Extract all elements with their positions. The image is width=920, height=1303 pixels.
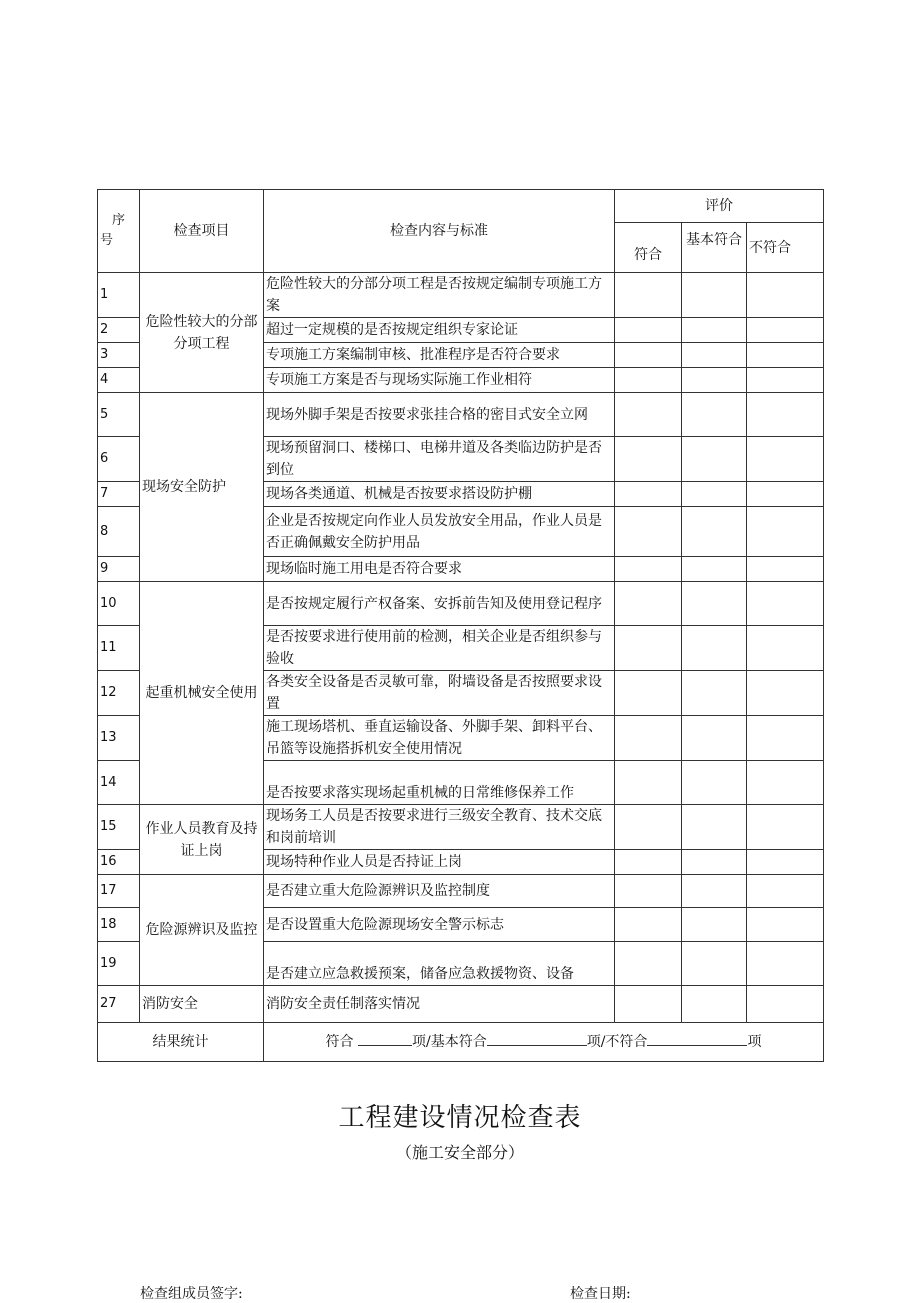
header-evaluation: 评价 <box>615 190 824 223</box>
check-content: 企业是否按规定向作业人员发放安全用品，作业人员是否正确佩戴安全防护用品 <box>264 507 615 557</box>
row-no: 14 <box>98 761 140 805</box>
mark-nonconform[interactable] <box>747 482 824 507</box>
row-no: 3 <box>98 343 140 368</box>
mark-nonconform[interactable] <box>747 908 824 942</box>
header-item: 检查项目 <box>140 190 264 273</box>
mark-basic[interactable] <box>682 318 747 343</box>
table-row <box>98 875 824 908</box>
mark-nonconform[interactable] <box>747 671 824 716</box>
row-no: 4 <box>98 368 140 393</box>
members-signature-label: 检查组成员签字: <box>140 1286 243 1302</box>
mark-conform[interactable] <box>615 805 682 850</box>
mark-basic[interactable] <box>682 671 747 716</box>
mark-conform[interactable] <box>615 716 682 761</box>
mark-basic[interactable] <box>682 626 747 671</box>
mark-nonconform[interactable] <box>747 368 824 393</box>
mark-conform[interactable] <box>615 273 682 318</box>
inspection-table <box>97 189 824 1062</box>
header-eval-conform: 符合 <box>615 223 682 273</box>
mark-nonconform[interactable] <box>747 582 824 626</box>
mark-nonconform[interactable] <box>747 626 824 671</box>
header-eval-basic: 基本符合 <box>682 223 747 273</box>
row-no: 10 <box>98 582 140 626</box>
check-item: 起重机械安全使用 <box>140 582 264 805</box>
check-content: 专项施工方案编制审核、批准程序是否符合要求 <box>264 343 615 368</box>
header-content: 检查内容与标准 <box>264 190 615 273</box>
mark-basic[interactable] <box>682 986 747 1023</box>
mark-basic[interactable] <box>682 942 747 986</box>
check-content: 现场预留洞口、楼梯口、电梯井道及各类临边防护是否到位 <box>264 437 615 482</box>
mark-nonconform[interactable] <box>747 761 824 805</box>
check-content: 现场外脚手架是否按要求张挂合格的密目式安全立网 <box>264 393 615 437</box>
mark-basic[interactable] <box>682 437 747 482</box>
mark-conform[interactable] <box>615 507 682 557</box>
header-no-line1: 序 <box>111 213 125 228</box>
mark-nonconform[interactable] <box>747 318 824 343</box>
row-no: 19 <box>98 942 140 986</box>
check-item: 现场安全防护 <box>140 393 264 582</box>
mark-nonconform[interactable] <box>747 805 824 850</box>
mark-basic[interactable] <box>682 908 747 942</box>
mark-nonconform[interactable] <box>747 850 824 875</box>
check-content: 消防安全责任制落实情况 <box>264 986 615 1023</box>
check-content: 超过一定规模的是否按规定组织专家论证 <box>264 318 615 343</box>
mark-basic[interactable] <box>682 875 747 908</box>
check-item: 危险性较大的分部分项工程 <box>140 273 264 393</box>
check-content: 是否按要求进行使用前的检测，相关企业是否组织参与验收 <box>264 626 615 671</box>
table-row <box>98 805 824 850</box>
mark-nonconform[interactable] <box>747 942 824 986</box>
mark-nonconform[interactable] <box>747 393 824 437</box>
check-content: 是否设置重大危险源现场安全警示标志 <box>264 908 615 942</box>
mark-conform[interactable] <box>615 557 682 582</box>
mark-conform[interactable] <box>615 368 682 393</box>
mark-basic[interactable] <box>682 716 747 761</box>
summary-basic-label: 项/基本符合 <box>412 1034 487 1050</box>
mark-basic[interactable] <box>682 761 747 805</box>
table-row <box>98 986 824 1023</box>
mark-basic[interactable] <box>682 582 747 626</box>
mark-nonconform[interactable] <box>747 273 824 318</box>
header-no-line2: 号 <box>100 233 114 248</box>
row-no: 17 <box>98 875 140 908</box>
check-content: 现场务工人员是否按要求进行三级安全教育、技术交底和岗前培训 <box>264 805 615 850</box>
mark-nonconform[interactable] <box>747 716 824 761</box>
check-content: 危险性较大的分部分项工程是否按规定编制专项施工方案 <box>264 273 615 318</box>
summary-conform-label: 符合 <box>325 1034 354 1050</box>
table-row <box>98 393 824 437</box>
mark-basic[interactable] <box>682 850 747 875</box>
summary-nonconform-label: 项/不符合 <box>586 1034 648 1050</box>
page-title: 工程建设情况检查表 <box>338 1103 582 1133</box>
summary-nonconform-blank[interactable] <box>647 1031 747 1046</box>
mark-nonconform[interactable] <box>747 557 824 582</box>
table-row <box>98 273 824 318</box>
check-content: 是否按规定履行产权备案、安拆前告知及使用登记程序 <box>264 582 615 626</box>
check-content: 各类安全设备是否灵敏可靠，附墙设备是否按照要求设置 <box>264 671 615 716</box>
row-no: 2 <box>98 318 140 343</box>
header-no <box>98 190 140 273</box>
summary-conform-blank[interactable] <box>358 1031 412 1046</box>
row-no: 15 <box>98 805 140 850</box>
mark-conform[interactable] <box>615 850 682 875</box>
mark-basic[interactable] <box>682 805 747 850</box>
row-no: 18 <box>98 908 140 942</box>
row-no: 12 <box>98 671 140 716</box>
summary-row <box>98 1023 824 1062</box>
mark-conform[interactable] <box>615 908 682 942</box>
mark-conform[interactable] <box>615 986 682 1023</box>
mark-conform[interactable] <box>615 626 682 671</box>
page-subtitle: （施工安全部分） <box>395 1143 524 1162</box>
inspection-date-label: 检查日期: <box>570 1286 631 1302</box>
mark-nonconform[interactable] <box>747 343 824 368</box>
mark-basic[interactable] <box>682 393 747 437</box>
mark-nonconform[interactable] <box>747 437 824 482</box>
check-item: 危险源辨识及监控 <box>140 875 264 986</box>
mark-nonconform[interactable] <box>747 986 824 1023</box>
row-no: 9 <box>98 557 140 582</box>
row-no: 1 <box>98 273 140 318</box>
mark-basic[interactable] <box>682 368 747 393</box>
mark-conform[interactable] <box>615 582 682 626</box>
row-no: 11 <box>98 626 140 671</box>
check-content: 是否按要求落实现场起重机械的日常维修保养工作 <box>264 761 615 805</box>
header-eval-nonconform: 不符合 <box>747 223 824 273</box>
mark-conform[interactable] <box>615 942 682 986</box>
mark-conform[interactable] <box>615 761 682 805</box>
check-content: 专项施工方案是否与现场实际施工作业相符 <box>264 368 615 393</box>
check-content: 现场临时施工用电是否符合要求 <box>264 557 615 582</box>
mark-conform[interactable] <box>615 318 682 343</box>
row-no: 7 <box>98 482 140 507</box>
check-item: 作业人员教育及持证上岗 <box>140 805 264 875</box>
mark-basic[interactable] <box>682 482 747 507</box>
mark-nonconform[interactable] <box>747 875 824 908</box>
mark-conform[interactable] <box>615 875 682 908</box>
mark-conform[interactable] <box>615 671 682 716</box>
row-no: 13 <box>98 716 140 761</box>
check-content: 现场特种作业人员是否持证上岗 <box>264 850 615 875</box>
mark-basic[interactable] <box>682 557 747 582</box>
row-no: 16 <box>98 850 140 875</box>
mark-basic[interactable] <box>682 507 747 557</box>
row-no: 6 <box>98 437 140 482</box>
check-content: 现场各类通道、机械是否按要求搭设防护棚 <box>264 482 615 507</box>
check-content: 是否建立应急救援预案，储备应急救援物资、设备 <box>264 942 615 986</box>
mark-basic[interactable] <box>682 273 747 318</box>
row-no: 27 <box>98 986 140 1023</box>
mark-conform[interactable] <box>615 343 682 368</box>
table-row <box>98 582 824 626</box>
check-content: 是否建立重大危险源辨识及监控制度 <box>264 875 615 908</box>
mark-conform[interactable] <box>615 437 682 482</box>
mark-nonconform[interactable] <box>747 507 824 557</box>
summary-stats <box>264 1023 824 1062</box>
inspection-sheet <box>97 189 823 1062</box>
summary-label: 结果统计 <box>98 1023 264 1062</box>
summary-unit: 项 <box>747 1034 762 1050</box>
mark-conform[interactable] <box>615 482 682 507</box>
summary-basic-blank[interactable] <box>487 1031 587 1046</box>
mark-basic[interactable] <box>682 343 747 368</box>
check-item: 消防安全 <box>140 986 264 1023</box>
row-no: 8 <box>98 507 140 557</box>
check-content: 施工现场塔机、垂直运输设备、外脚手架、卸料平台、吊篮等设施搭拆机安全使用情况 <box>264 716 615 761</box>
mark-conform[interactable] <box>615 393 682 437</box>
row-no: 5 <box>98 393 140 437</box>
